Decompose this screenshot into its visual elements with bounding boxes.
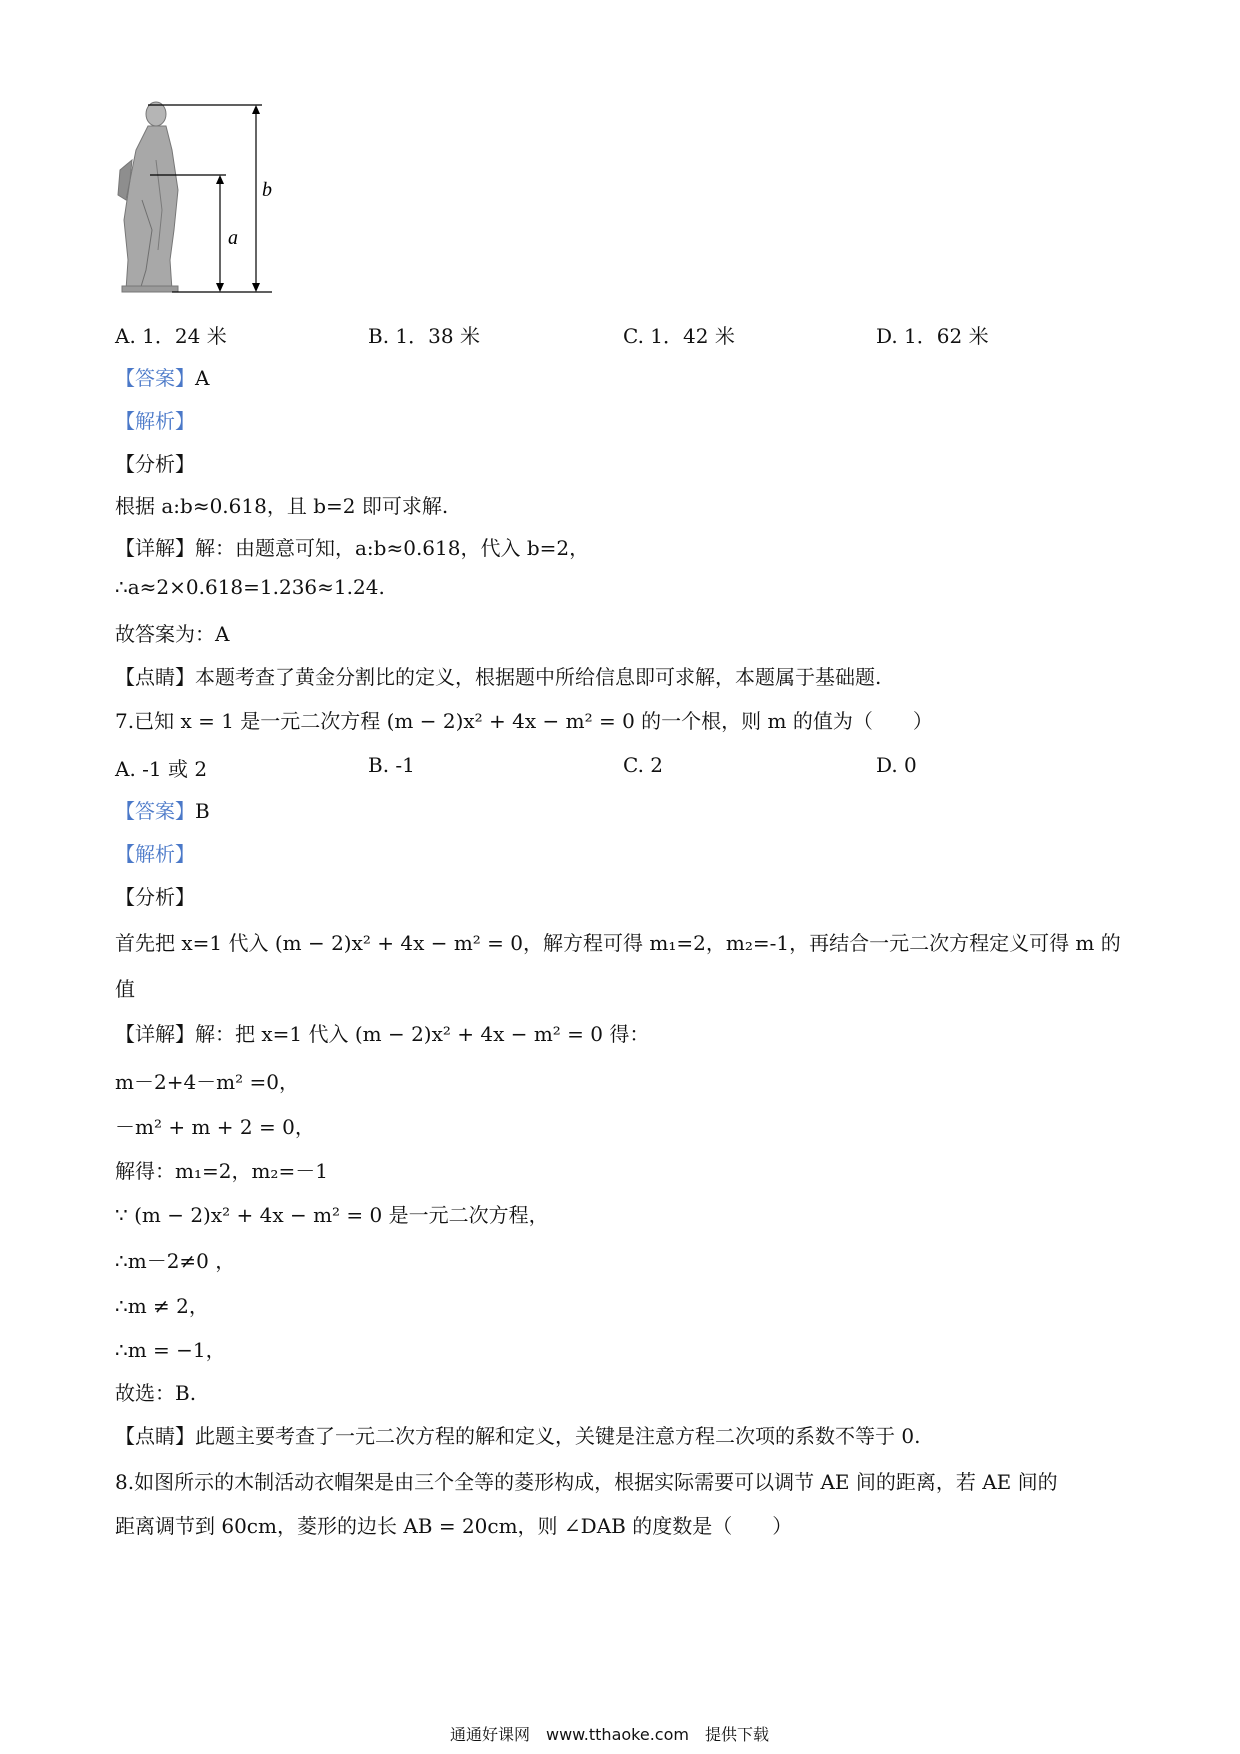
q7-step-s2: －m² + m + 2 = 0，	[115, 1115, 315, 1139]
q7-option-b: B. -1	[368, 753, 415, 777]
q6-option-a: A. 1．24 米	[115, 324, 227, 348]
q7-step-s5: ∴m－2≠0 ，	[115, 1249, 236, 1273]
q7-option-c: C. 2	[623, 753, 664, 777]
q6-fenxi-text: 根据 a:b≈0.618，且 b=2 即可求解.	[115, 494, 449, 518]
q6-dianjing: 【点睛】本题考查了黄金分割比的定义，根据题中所给信息即可求解，本题属于基础题.	[115, 665, 882, 689]
answer-tag: 【答案】	[115, 799, 195, 823]
q7-option-a: A. -1 或 2	[115, 757, 208, 781]
q6-option-c: C. 1．42 米	[623, 324, 735, 348]
q7-step-s4: ∵ (m − 2)x² + 4x − m² = 0 是一元二次方程，	[115, 1203, 549, 1227]
q7-step-s3: 解得：m₁=2，m₂=－1	[115, 1159, 328, 1183]
statue-silhouette	[118, 102, 178, 292]
q7-step-s8: 故选：B.	[115, 1381, 197, 1405]
answer-value: B	[195, 799, 210, 823]
q6-fenxi-tag: 【分析】	[115, 452, 195, 476]
a-label: a	[228, 227, 238, 249]
q6-step1: ∴a≈2×0.618=1.236≈1.24.	[115, 575, 385, 599]
q8-line2: 距离调节到 60cm，菱形的边长 AB = 20cm，则 ∠DAB 的度数是（ ）	[115, 1514, 793, 1538]
q8-line1: 8.如图所示的木制活动衣帽架是由三个全等的菱形构成，根据实际需要可以调节 AE 间的距离，若 AE 间的	[115, 1470, 1058, 1494]
q7-option-d: D. 0	[876, 753, 917, 777]
q7-step-s6: ∴m ≠ 2，	[115, 1294, 209, 1318]
q6-option-b: B. 1．38 米	[368, 324, 480, 348]
q6-option-d: D. 1．62 米	[876, 324, 989, 348]
q7-fenxi-line1: 首先把 x=1 代入 (m − 2)x² + 4x − m² = 0，解方程可得 m₁=2，m₂=-1，再结合一元二次方程定义可得 m 的	[115, 931, 1121, 955]
q6-conclusion: 故答案为：A	[115, 622, 230, 646]
q7-step-s7: ∴m = −1，	[115, 1338, 226, 1362]
q6-xiangjie: 【详解】解：由题意可知，a:b≈0.618，代入 b=2，	[115, 536, 590, 560]
q7-xiangjie: 【详解】解：把 x=1 代入 (m − 2)x² + 4x − m² = 0 得：	[115, 1022, 650, 1046]
statue-figure	[112, 100, 292, 300]
statue-diagram	[112, 100, 292, 300]
q7-dianjing: 【点睛】此题主要考查了一元二次方程的解和定义，关键是注意方程二次项的系数不等于 0.	[115, 1424, 921, 1448]
q6-jiexi-tag: 【解析】	[115, 409, 195, 433]
q7-jiexi-tag: 【解析】	[115, 842, 195, 866]
q6-answer	[115, 362, 209, 391]
b-label: b	[262, 179, 272, 201]
answer-value: A	[195, 366, 210, 390]
q7-stem: 7.已知 x = 1 是一元二次方程 (m − 2)x² + 4x − m² = 0 的一个根，则 m 的值为（ ）	[115, 709, 933, 733]
q7-fenxi-tag: 【分析】	[115, 885, 195, 909]
q7-answer	[115, 795, 210, 824]
q7-step-s1: m－2+4－m² =0，	[115, 1070, 299, 1094]
q7-fenxi-line2: 值	[115, 977, 135, 1001]
footer-text: 通通好课网 www.tthaoke.com 提供下载	[450, 1725, 769, 1744]
answer-tag: 【答案】	[115, 366, 195, 390]
